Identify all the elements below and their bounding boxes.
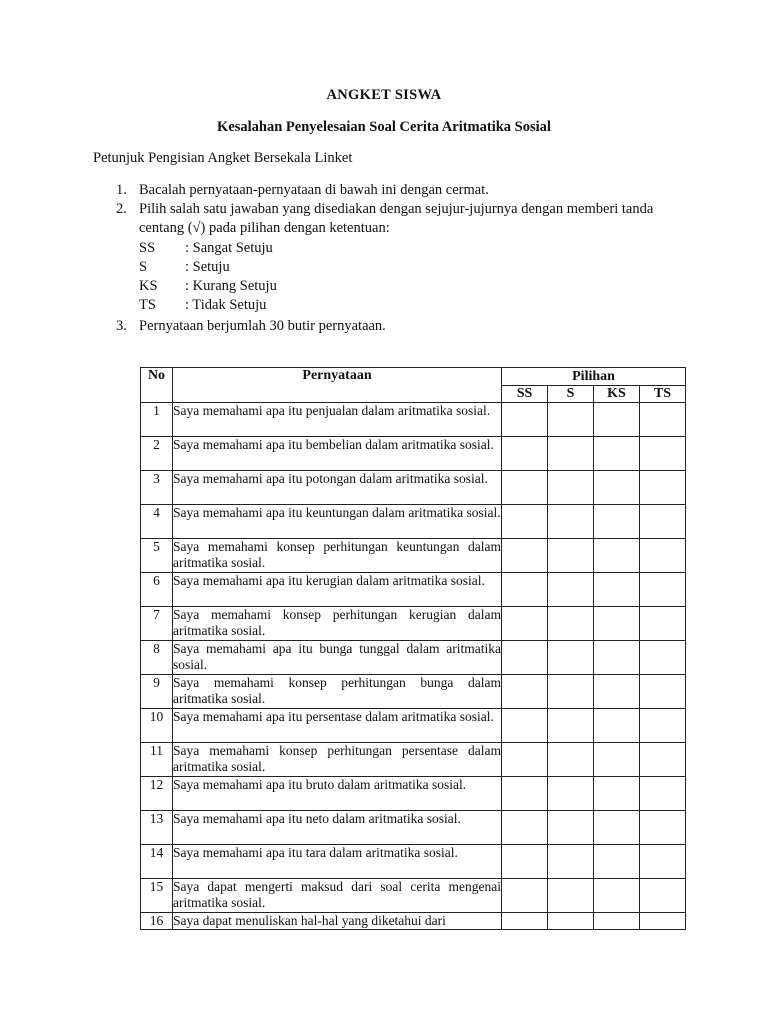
header-option-s: S <box>548 386 594 403</box>
instruction-item <box>116 200 656 315</box>
table-row <box>141 709 686 743</box>
choice-cell-ks[interactable] <box>594 539 640 573</box>
row-number: 12 <box>141 777 173 811</box>
choice-cell-ss[interactable] <box>502 505 548 539</box>
choice-cell-ss[interactable] <box>502 437 548 471</box>
legend-code: KS <box>139 278 158 295</box>
choice-cell-ks[interactable] <box>594 675 640 709</box>
choice-cell-ts[interactable] <box>640 845 686 879</box>
instruction-number: 2. <box>116 201 127 218</box>
choice-cell-ts[interactable] <box>640 607 686 641</box>
choice-cell-ts[interactable] <box>640 505 686 539</box>
header-option-ts: TS <box>640 386 686 403</box>
header-choice: Pilihan <box>502 368 686 386</box>
statement-cell: Saya dapat mengerti maksud dari soal cerita mengenai aritmatika sosial. <box>173 879 502 913</box>
header-statement: Pernyataan <box>173 368 502 403</box>
choice-cell-s[interactable] <box>548 641 594 675</box>
statement-cell: Saya memahami apa itu keuntungan dalam aritmatika sosial. <box>173 505 502 539</box>
table-row <box>141 845 686 879</box>
statement-cell: Saya memahami apa itu bunga tunggal dalam aritmatika sosial. <box>173 641 502 675</box>
statement-cell: Saya memahami apa itu tara dalam aritmatika sosial. <box>173 845 502 879</box>
statement-cell: Saya memahami konsep perhitungan bunga dalam aritmatika sosial. <box>173 675 502 709</box>
choice-cell-ks[interactable] <box>594 573 640 607</box>
choice-cell-ss[interactable] <box>502 607 548 641</box>
choice-cell-s[interactable] <box>548 675 594 709</box>
choice-cell-ts[interactable] <box>640 471 686 505</box>
choice-cell-ts[interactable] <box>640 777 686 811</box>
table-row <box>141 403 686 437</box>
row-number: 11 <box>141 743 173 777</box>
legend-row <box>139 239 656 258</box>
row-number: 8 <box>141 641 173 675</box>
choice-cell-ss[interactable] <box>502 845 548 879</box>
header-option-ks: KS <box>594 386 640 403</box>
legend-code: TS <box>139 297 156 314</box>
row-number: 7 <box>141 607 173 641</box>
choice-cell-s[interactable] <box>548 573 594 607</box>
choice-cell-ks[interactable] <box>594 811 640 845</box>
choice-cell-ss[interactable] <box>502 709 548 743</box>
choice-cell-ss[interactable] <box>502 777 548 811</box>
header-no: No <box>141 368 173 403</box>
choice-cell-ks[interactable] <box>594 743 640 777</box>
choice-cell-s[interactable] <box>548 607 594 641</box>
choice-cell-ts[interactable] <box>640 539 686 573</box>
survey-table-body <box>141 403 686 930</box>
document-title: ANGKET SISWA <box>326 87 442 103</box>
row-number: 9 <box>141 675 173 709</box>
row-number: 13 <box>141 811 173 845</box>
choice-cell-s[interactable] <box>548 777 594 811</box>
legend-row <box>139 277 656 296</box>
choice-cell-ks[interactable] <box>594 879 640 913</box>
statement-cell: Saya memahami apa itu kerugian dalam aritmatika sosial. <box>173 573 502 607</box>
table-row <box>141 539 686 573</box>
table-row <box>141 743 686 777</box>
choice-cell-ts[interactable] <box>640 913 686 930</box>
choice-cell-s[interactable] <box>548 845 594 879</box>
choice-cell-ks[interactable] <box>594 845 640 879</box>
instruction-text: Bacalah pernyataan-pernyataan di bawah ini dengan cermat. <box>139 182 489 198</box>
choice-cell-ss[interactable] <box>502 675 548 709</box>
choice-cell-ts[interactable] <box>640 811 686 845</box>
table-row <box>141 471 686 505</box>
choice-cell-ss[interactable] <box>502 743 548 777</box>
choice-cell-ts[interactable] <box>640 709 686 743</box>
instruction-number: 1. <box>116 182 127 198</box>
statement-cell: Saya memahami apa itu potongan dalam aritmatika sosial. <box>173 471 502 505</box>
statement-cell: Saya memahami apa itu persentase dalam aritmatika sosial. <box>173 709 502 743</box>
choice-cell-ss[interactable] <box>502 913 548 930</box>
choice-cell-ss[interactable] <box>502 539 548 573</box>
legend-meaning: : Setuju <box>185 258 230 275</box>
choice-cell-ts[interactable] <box>640 743 686 777</box>
choice-cell-ts[interactable] <box>640 641 686 675</box>
legend-code: SS <box>139 239 156 256</box>
statement-cell: Saya dapat menuliskan hal-hal yang diketahui dari <box>173 913 502 930</box>
row-number: 1 <box>141 403 173 437</box>
legend-meaning: : Tidak Setuju <box>185 297 267 314</box>
table-row <box>141 505 686 539</box>
statement-cell: Saya memahami konsep perhitungan kerugian dalam aritmatika sosial. <box>173 607 502 641</box>
choice-cell-s[interactable] <box>548 913 594 930</box>
table-row <box>141 811 686 845</box>
legend-meaning: : Sangat Setuju <box>185 239 273 256</box>
choice-cell-ks[interactable] <box>594 607 640 641</box>
choice-cell-ss[interactable] <box>502 879 548 913</box>
row-number: 14 <box>141 845 173 879</box>
choice-cell-s[interactable] <box>548 743 594 777</box>
choice-cell-s[interactable] <box>548 879 594 913</box>
choice-cell-s[interactable] <box>548 437 594 471</box>
row-number: 6 <box>141 573 173 607</box>
choice-cell-ss[interactable] <box>502 573 548 607</box>
row-number: 16 <box>141 913 173 930</box>
survey-table <box>140 367 686 930</box>
choice-cell-ss[interactable] <box>502 471 548 505</box>
choice-cell-ts[interactable] <box>640 403 686 437</box>
instruction-item <box>116 181 656 200</box>
legend-code: S <box>139 258 148 275</box>
legend-meaning: : Kurang Setuju <box>185 278 277 295</box>
row-number: 2 <box>141 437 173 471</box>
choice-cell-ks[interactable] <box>594 505 640 539</box>
statement-cell: Saya memahami apa itu neto dalam aritmatika sosial. <box>173 811 502 845</box>
statement-cell: Saya memahami konsep perhitungan persentase dalam aritmatika sosial. <box>173 743 502 777</box>
answer-legend <box>139 239 656 316</box>
choice-cell-s[interactable] <box>548 811 594 845</box>
legend-row <box>139 258 656 277</box>
instruction-text: Pilih salah satu jawaban yang disediakan dengan sejujur-jujurnya dengan memberi tanda centang (√) pada pilihan dengan ketentuan: <box>139 201 654 237</box>
choice-cell-ts[interactable] <box>640 437 686 471</box>
table-row <box>141 777 686 811</box>
table-row <box>141 641 686 675</box>
row-number: 3 <box>141 471 173 505</box>
table-row <box>141 437 686 471</box>
choice-cell-ks[interactable] <box>594 913 640 930</box>
instructions-list <box>116 181 656 337</box>
table-row <box>141 607 686 641</box>
statement-cell: Saya memahami apa itu bruto dalam aritmatika sosial. <box>173 777 502 811</box>
choice-cell-s[interactable] <box>548 709 594 743</box>
statement-cell: Saya memahami apa itu bembelian dalam aritmatika sosial. <box>173 437 502 471</box>
instructions-heading: Petunjuk Pengisian Angket Bersekala Linket <box>93 150 353 166</box>
choice-cell-ks[interactable] <box>594 403 640 437</box>
legend-row <box>139 296 656 315</box>
choice-cell-ks[interactable] <box>594 709 640 743</box>
row-number: 5 <box>141 539 173 573</box>
instruction-number: 3. <box>116 318 127 335</box>
choice-cell-s[interactable] <box>548 403 594 437</box>
choice-cell-s[interactable] <box>548 539 594 573</box>
row-number: 4 <box>141 505 173 539</box>
choice-cell-ts[interactable] <box>640 675 686 709</box>
instruction-item <box>116 317 656 336</box>
statement-cell: Saya memahami apa itu penjualan dalam aritmatika sosial. <box>173 403 502 437</box>
row-number: 10 <box>141 709 173 743</box>
choice-cell-ks[interactable] <box>594 437 640 471</box>
choice-cell-ss[interactable] <box>502 403 548 437</box>
header-option-ss: SS <box>502 386 548 403</box>
document-subtitle: Kesalahan Penyelesaian Soal Cerita Aritmatika Sosial <box>217 119 551 135</box>
table-row <box>141 573 686 607</box>
table-row <box>141 675 686 709</box>
instruction-text: Pernyataan berjumlah 30 butir pernyataan. <box>139 318 386 335</box>
choice-cell-ss[interactable] <box>502 811 548 845</box>
choice-cell-ks[interactable] <box>594 641 640 675</box>
choice-cell-ks[interactable] <box>594 471 640 505</box>
choice-cell-s[interactable] <box>548 471 594 505</box>
table-row <box>141 879 686 913</box>
choice-cell-ts[interactable] <box>640 573 686 607</box>
choice-cell-s[interactable] <box>548 505 594 539</box>
table-row <box>141 913 686 930</box>
choice-cell-ss[interactable] <box>502 641 548 675</box>
row-number: 15 <box>141 879 173 913</box>
choice-cell-ks[interactable] <box>594 777 640 811</box>
statement-cell: Saya memahami konsep perhitungan keuntungan dalam aritmatika sosial. <box>173 539 502 573</box>
choice-cell-ts[interactable] <box>640 879 686 913</box>
